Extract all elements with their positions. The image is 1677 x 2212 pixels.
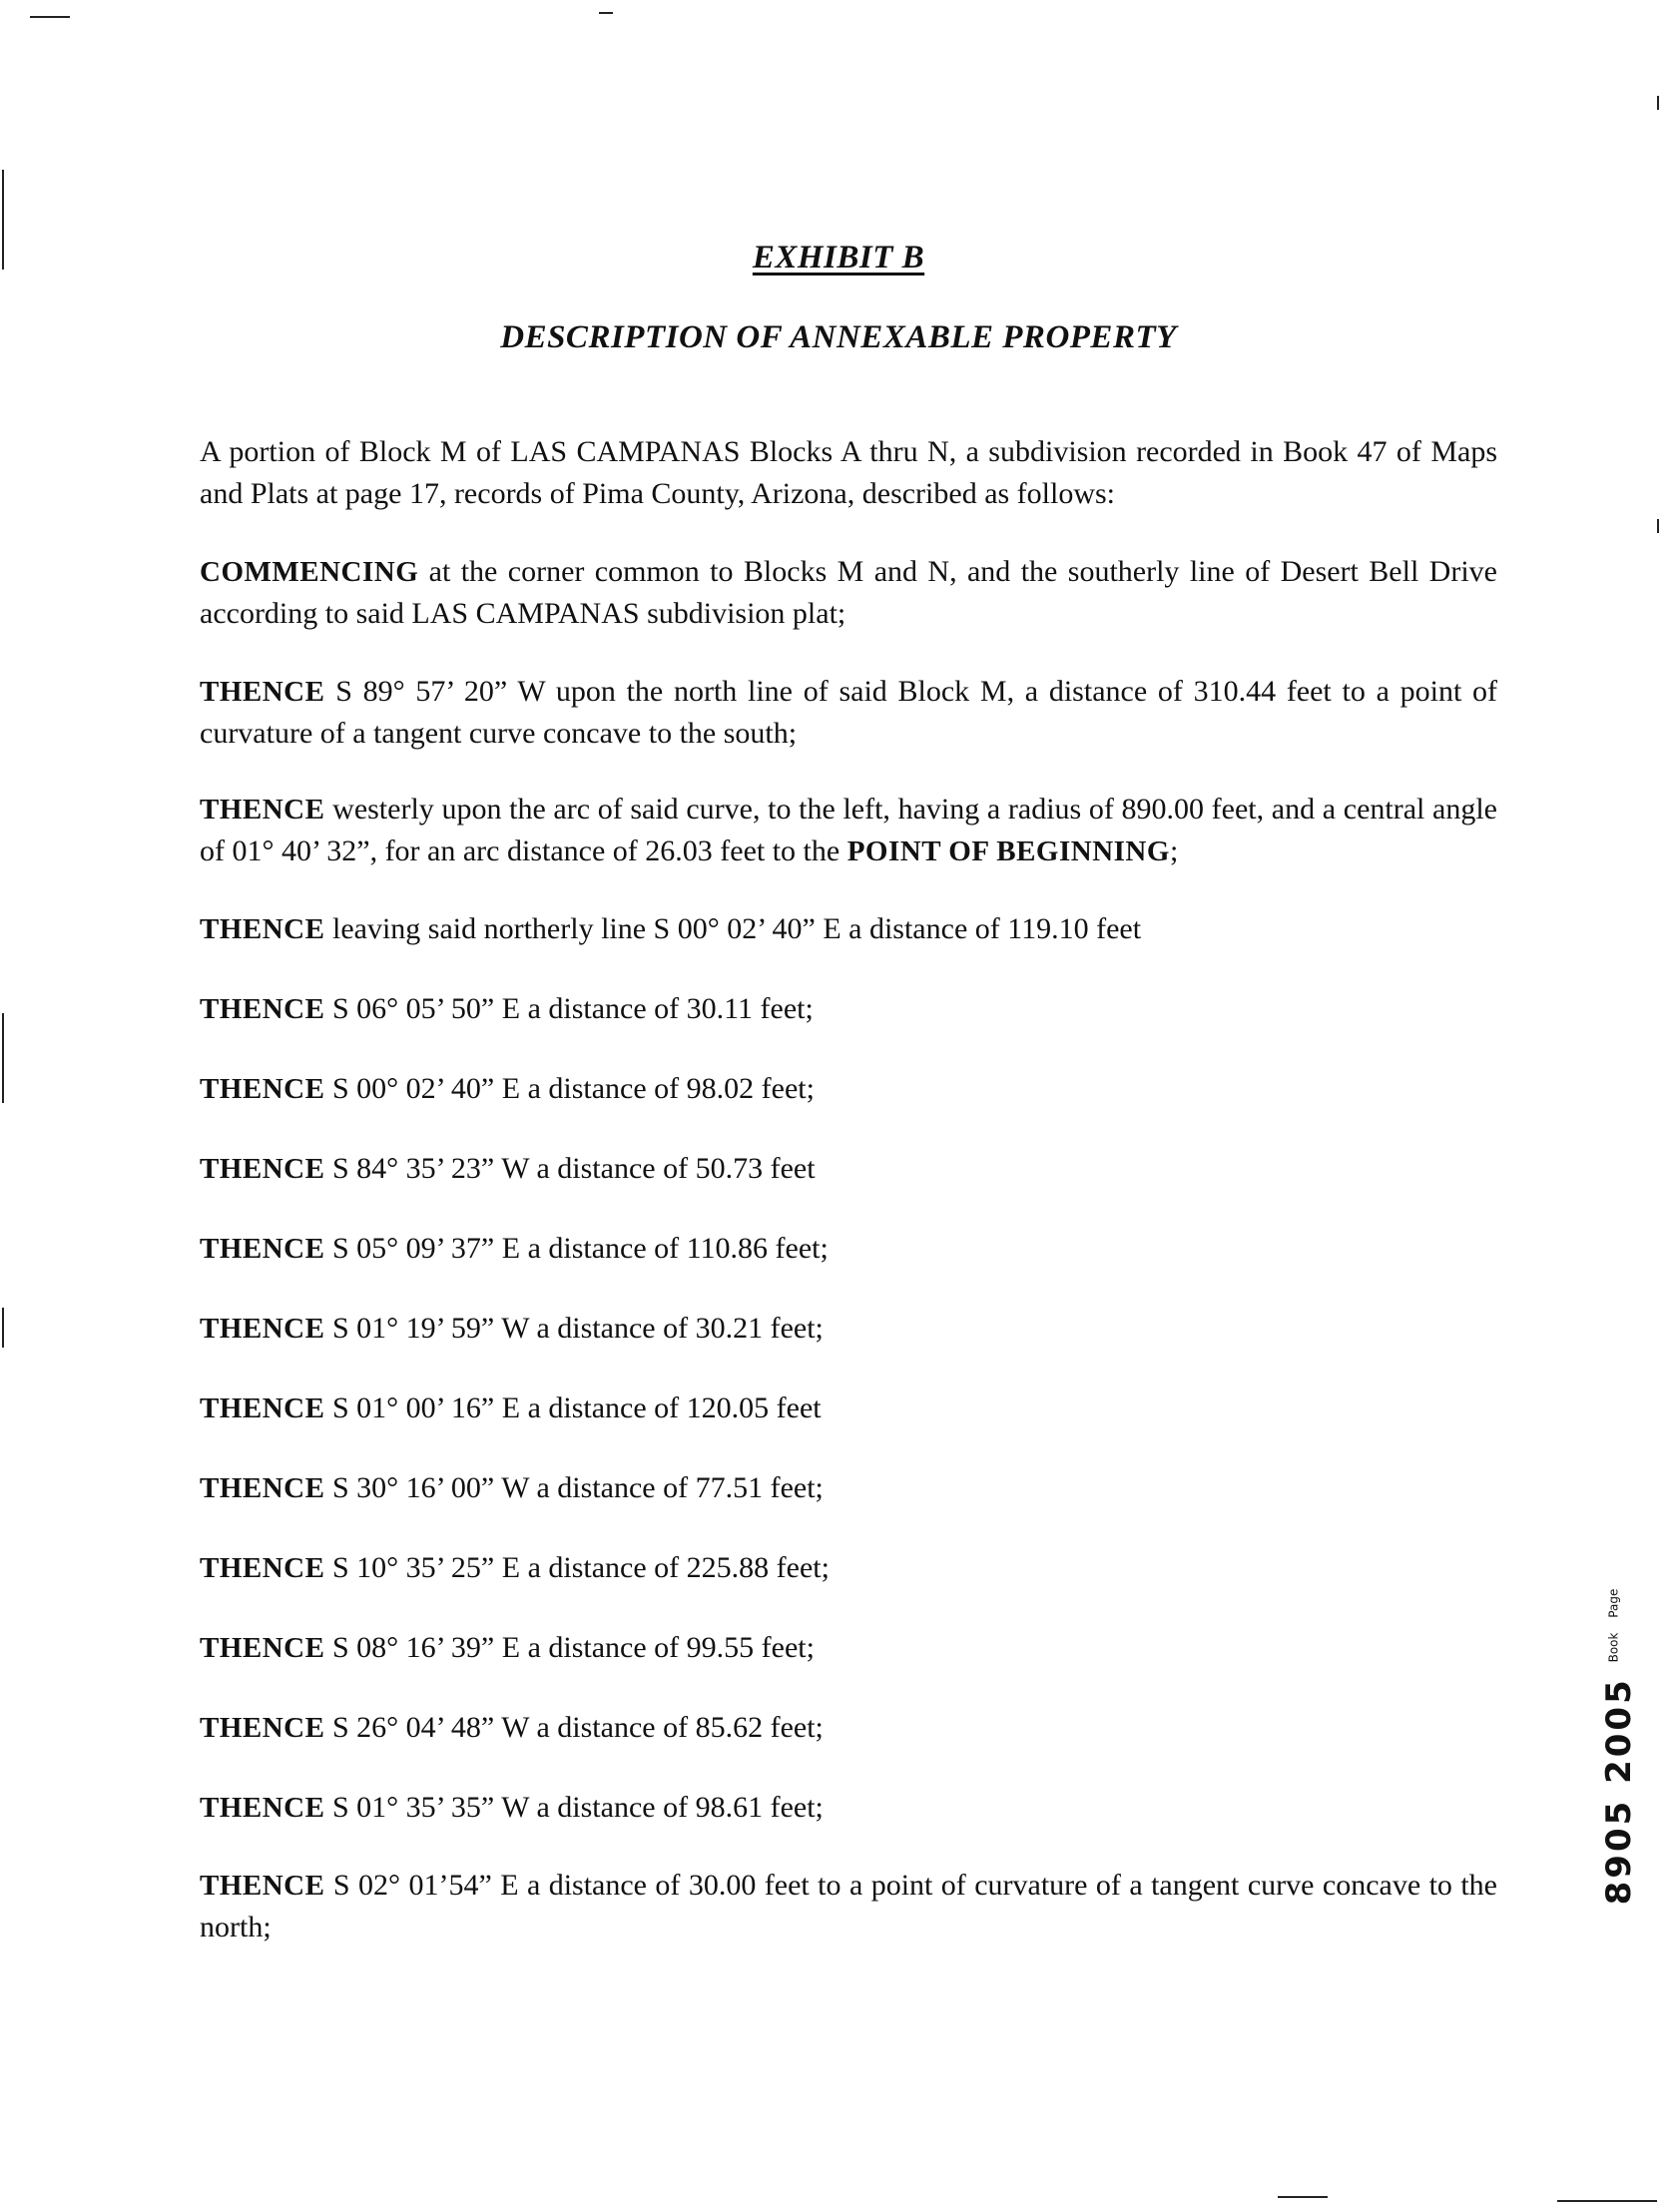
course-paragraph <box>200 1547 1497 1589</box>
course-text: S 06° 05’ 50” E a distance of 30.11 feet; <box>324 992 814 1025</box>
thence-keyword: THENCE <box>200 1313 325 1345</box>
scan-mark <box>599 12 613 14</box>
thence-keyword: THENCE <box>200 1472 325 1504</box>
thence-keyword: THENCE <box>200 676 325 708</box>
thence-keyword: THENCE <box>200 1073 325 1105</box>
course-paragraph <box>200 908 1497 950</box>
thence-keyword: THENCE <box>200 1392 325 1424</box>
thence-keyword: THENCE <box>200 1153 325 1185</box>
course-paragraph <box>200 1228 1497 1270</box>
course-text: S 26° 04’ 48” W a distance of 85.62 feet; <box>324 1711 824 1744</box>
thence-keyword: THENCE <box>200 1712 325 1744</box>
description-title: DESCRIPTION OF ANNEXABLE PROPERTY <box>500 319 1177 355</box>
course-paragraph <box>200 1467 1497 1509</box>
course-text: S 02° 01’54” E a distance of 30.00 feet to a point of curvature of a tangent curve concave to the north; <box>200 1869 1497 1943</box>
course-text: S 10° 35’ 25” E a distance of 225.88 feet; <box>324 1551 830 1584</box>
course-text: S 00° 02’ 40” E a distance of 98.02 feet; <box>324 1072 815 1105</box>
thence-keyword: THENCE <box>200 1870 325 1902</box>
course-text: S 08° 16’ 39” E a distance of 99.55 feet; <box>324 1631 815 1664</box>
course-text: S 84° 35’ 23” W a distance of 50.73 feet <box>324 1152 816 1185</box>
course-text: S 01° 35’ 35” W a distance of 98.61 feet; <box>324 1791 824 1824</box>
scan-mark <box>1278 2196 1328 2198</box>
course-text: S 01° 19’ 59” W a distance of 30.21 feet; <box>324 1312 824 1345</box>
point-of-beginning: POINT OF BEGINNING <box>846 835 1170 867</box>
course-text: westerly upon the arc of said curve, to the left, having a radius of 890.00 feet, and a central angle of 01° 40’ 32”, for an arc distance of 26.03 feet to the <box>200 793 1497 867</box>
commencing-keyword: COMMENCING <box>200 556 419 588</box>
scan-mark <box>2 1308 4 1348</box>
course-text: S 30° 16’ 00” W a distance of 77.51 feet; <box>324 1471 824 1504</box>
thence-keyword: THENCE <box>200 913 325 945</box>
course-paragraph <box>200 789 1497 872</box>
recording-stamp <box>1599 1567 1639 1927</box>
course-text: S 89° 57’ 20” W upon the north line of said Block M, a distance of 310.44 feet to a point of curvature of a tangent curve concave to the south; <box>200 675 1497 750</box>
course-paragraph <box>200 1068 1497 1110</box>
scan-mark <box>1557 2200 1657 2202</box>
scan-mark <box>2 1013 4 1103</box>
course-paragraph <box>200 1308 1497 1350</box>
course-paragraph <box>200 1148 1497 1190</box>
course-paragraph <box>200 671 1497 755</box>
course-paragraph <box>200 1787 1497 1829</box>
recording-stamp-text <box>1599 1589 1639 1906</box>
commencing-paragraph <box>200 551 1497 635</box>
thence-keyword: THENCE <box>200 794 325 826</box>
thence-keyword: THENCE <box>200 1792 325 1824</box>
stamp-number: 8905 2005 <box>1599 1677 1639 1906</box>
intro-paragraph <box>200 431 1497 515</box>
thence-keyword: THENCE <box>200 1233 325 1265</box>
course-paragraph <box>200 1865 1497 1948</box>
course-text: S 05° 09’ 37” E a distance of 110.86 feet; <box>324 1232 829 1265</box>
scan-mark <box>30 16 70 18</box>
exhibit-title: EXHIBIT B <box>752 240 925 276</box>
thence-keyword: THENCE <box>200 993 325 1025</box>
course-tail: ; <box>1169 834 1179 867</box>
course-text: S 01° 00’ 16” E a distance of 120.05 feet <box>324 1391 822 1424</box>
course-text: leaving said northerly line S 00° 02’ 40” E a distance of 119.10 feet <box>324 912 1142 945</box>
course-paragraph <box>200 1707 1497 1749</box>
commencing-text: at the corner common to Blocks M and N, and the southerly line of Desert Bell Drive according to said LAS CAMPANAS subdivision plat; <box>200 555 1497 630</box>
course-paragraph <box>200 988 1497 1030</box>
course-paragraph <box>200 1627 1497 1669</box>
thence-keyword: THENCE <box>200 1632 325 1664</box>
stamp-page-label: Page <box>1606 1588 1621 1618</box>
course-paragraph <box>200 1387 1497 1429</box>
thence-keyword: THENCE <box>200 1552 325 1584</box>
stamp-book-label: Book <box>1606 1632 1621 1663</box>
scan-mark <box>1657 519 1659 533</box>
intro-text: A portion of Block M of LAS CAMPANAS Blocks A thru N, a subdivision recorded in Book 47 of Maps and Plats at page 17, records of Pima County, Arizona, described as follows: <box>200 435 1497 510</box>
scan-mark <box>1657 96 1659 110</box>
